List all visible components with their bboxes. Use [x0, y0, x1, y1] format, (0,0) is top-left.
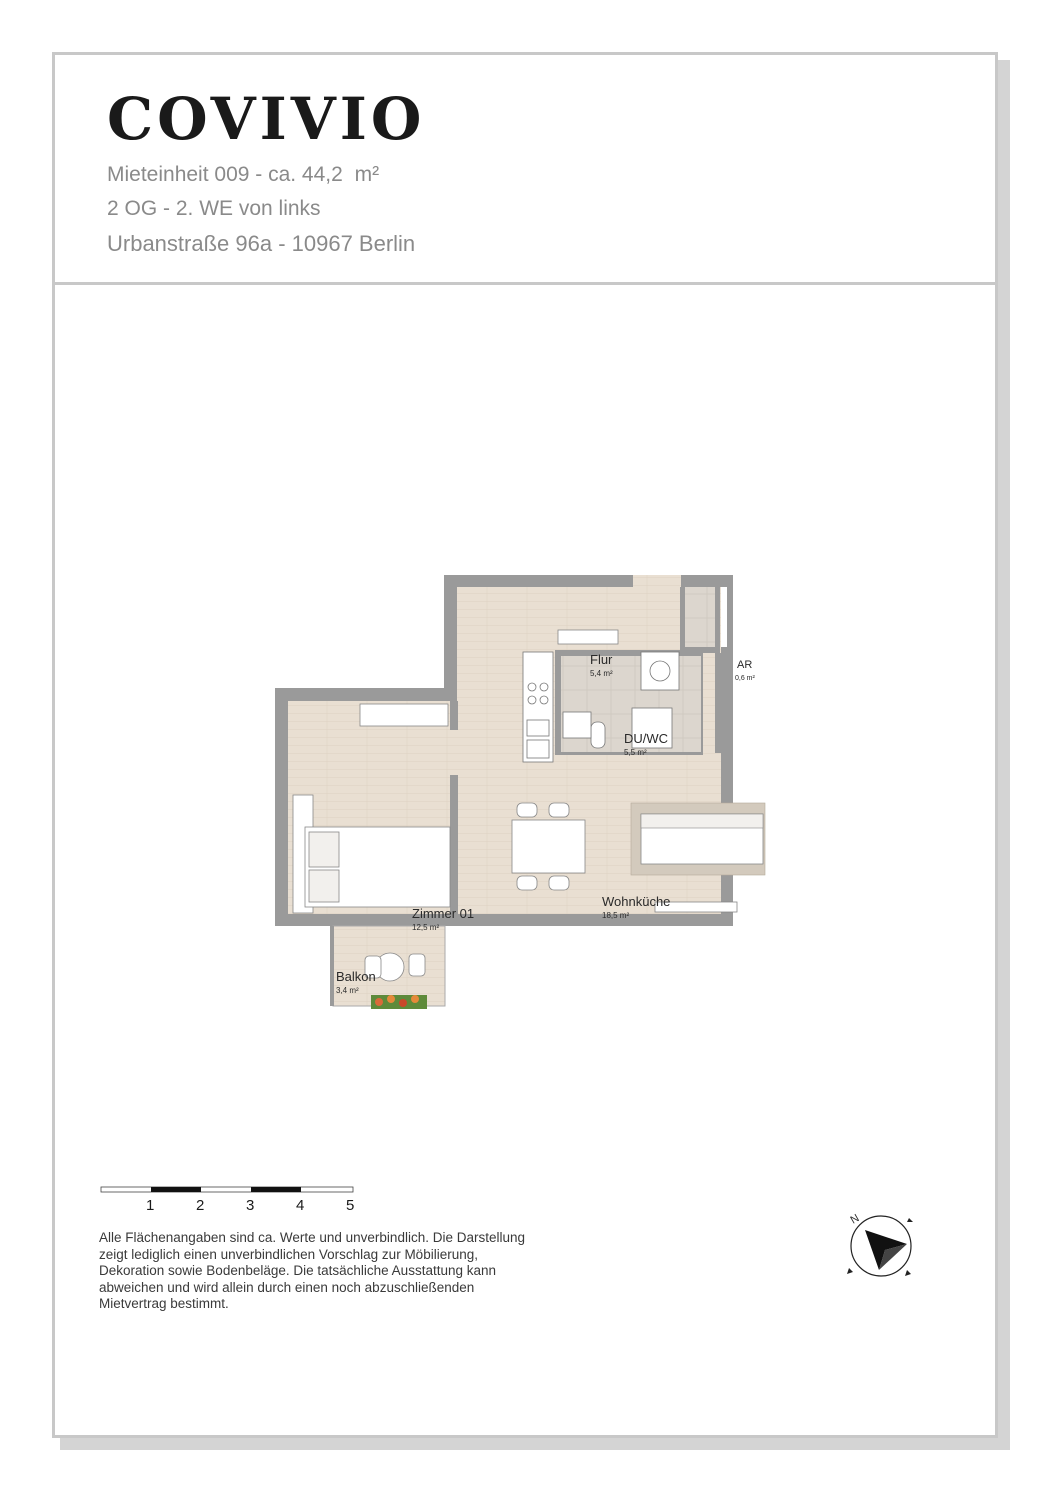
room-label-wohnkueche: Wohnküche	[602, 894, 671, 909]
scale-label-1: 1	[146, 1197, 155, 1214]
floor-plan	[275, 570, 755, 1020]
scale-label-3: 3	[246, 1197, 255, 1214]
room-label-duwc: DU/WC	[624, 731, 669, 746]
disclaimer-line: zeigt lediglich einen unverbindlichen Vorschlag zur Möbilierung,	[99, 1246, 478, 1262]
room-area-duwc: 5,5 m²	[624, 748, 647, 757]
scale-label-5: 5	[346, 1197, 355, 1214]
room-area-zimmer: 12,5 m²	[412, 923, 440, 932]
compass-north-label: N	[848, 1212, 862, 1227]
unit-info-line1	[107, 163, 379, 187]
compass-icon	[845, 1210, 917, 1282]
header-divider	[55, 282, 995, 285]
unit-number-area: Mieteinheit 009 - ca. 44,2	[107, 163, 343, 186]
ar-floor	[685, 587, 715, 647]
scale-label-2: 2	[196, 1197, 205, 1214]
room-area-flur: 5,4 m²	[590, 669, 613, 678]
floorplan-sheet	[52, 52, 998, 1438]
room-area-ar: 0,6 m²	[735, 675, 755, 682]
scale-label-4: 4	[296, 1197, 305, 1214]
disclaimer-line: Dekoration sowie Bodenbeläge. Die tatsächliche Ausstattung kann	[99, 1263, 497, 1278]
room-label-zimmer: Zimmer 01	[412, 906, 475, 921]
living-set	[631, 803, 765, 875]
kitchen-counter	[523, 652, 553, 762]
disclaimer	[99, 1230, 659, 1313]
balcony	[330, 926, 445, 1009]
disclaimer-line: abweichen und wird allein durch einen noch abzuschließenden	[99, 1279, 475, 1295]
room-area-wohnkueche: 18,5 m²	[602, 911, 630, 920]
room-label-flur: Flur	[590, 652, 613, 667]
unit-address: Urbanstraße 96a - 10967 Berlin	[107, 231, 416, 256]
room-label-ar: AR	[737, 659, 753, 671]
covivio-logo: COVIVIO	[107, 85, 426, 153]
room-area-balkon: 3,4 m²	[336, 986, 359, 995]
disclaimer-line: Mietvertrag bestimmt.	[99, 1296, 229, 1311]
flower-box	[371, 995, 427, 1009]
disclaimer-line: Alle Flächenangaben sind ca. Werte und unverbindlich. Die Darstellung	[99, 1230, 526, 1245]
unit-area-unit: m²	[354, 163, 380, 186]
room-label-balkon: Balkon	[336, 969, 376, 984]
unit-info-line2: 2 OG - 2. WE von links	[107, 197, 321, 220]
